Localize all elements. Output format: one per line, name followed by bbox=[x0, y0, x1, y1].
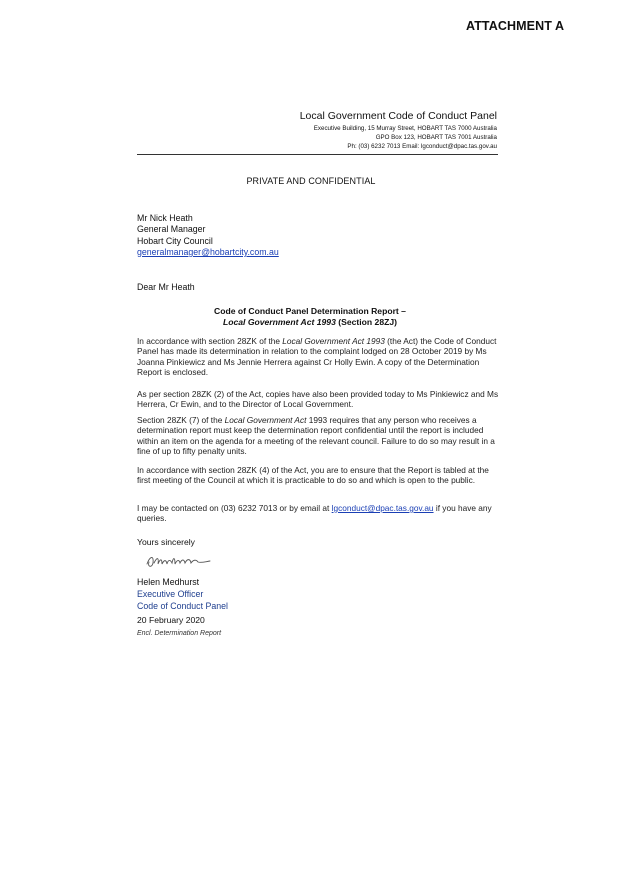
letterhead-divider bbox=[137, 154, 498, 155]
classification-heading: PRIVATE AND CONFIDENTIAL bbox=[246, 176, 376, 186]
subject-section: (Section 28ZJ) bbox=[335, 317, 397, 327]
signatory-position: Executive Officer bbox=[137, 589, 204, 599]
attachment-label: ATTACHMENT A bbox=[466, 19, 565, 33]
letter-date: 20 February 2020 bbox=[137, 615, 205, 625]
subject-act: Local Government Act 1993 bbox=[222, 317, 336, 327]
p5-text-a: I may be contacted on (03) 6232 7013 or by email at bbox=[137, 503, 332, 513]
signatory-name: Helen Medhurst bbox=[137, 577, 200, 587]
paragraph-4 bbox=[137, 465, 499, 486]
letterhead-contact-line: Ph: (03) 6232 7013 Email: lgconduct@dpac.tas.gov.au bbox=[347, 143, 497, 150]
signatory-unit: Code of Conduct Panel bbox=[137, 601, 228, 611]
closing: Yours sincerely bbox=[137, 537, 195, 547]
p3-text-a: Section 28ZK (7) of the bbox=[137, 415, 225, 425]
recipient-name: Mr Nick Heath bbox=[137, 213, 193, 223]
paragraph-5 bbox=[137, 503, 499, 524]
recipient-address-block bbox=[137, 213, 279, 258]
subject-line1: Code of Conduct Panel Determination Report – bbox=[214, 306, 406, 316]
p2-text: As per section 28ZK (2) of the Act, copies have also been provided today to Ms Pinkiewicz and Ms Herrera, Cr Ewin, and to the Director of Local Government. bbox=[137, 389, 499, 410]
p5-text-b: if you have any queries. bbox=[137, 503, 492, 524]
letterhead-address-line2: GPO Box 123, HOBART TAS 7001 Australia bbox=[375, 134, 497, 141]
paragraph-3 bbox=[137, 415, 499, 456]
p3-text-b: 1993 requires that any person who receives a determination report must keep the determination report confidential until the report is included within an item on the agenda for a meeting of the relevant council. Failure to do so may result in a fine of up to fifty penalty units. bbox=[137, 415, 495, 456]
p3-act: Local Government Act bbox=[224, 415, 307, 425]
letterhead-address-line1: Executive Building, 15 Murray Street, HOBART TAS 7000 Australia bbox=[313, 125, 497, 132]
recipient-email-link[interactable]: generalmanager@hobartcity.com.au bbox=[137, 246, 279, 257]
enclosure-note: Encl. Determination Report bbox=[137, 630, 222, 637]
contact-email-link[interactable]: lgconduct@dpac.tas.gov.au bbox=[331, 503, 434, 513]
subject-heading bbox=[0, 306, 620, 328]
p1-text-b: (the Act) the Code of Conduct Panel has made its determination in relation to the complaint lodged on 28 October 2019 by Ms Joanna Pinkiewicz and Ms Jennie Herrera against Cr Holly Ewin. A copy of the Determination Report is enclosed. bbox=[137, 336, 497, 377]
recipient-title: General Manager bbox=[137, 224, 206, 235]
p4-text: In accordance with section 28ZK (4) of the Act, you are to ensure that the Report is tabled at the first meeting of the Council at which it is practicable to do so and which is open to the public. bbox=[137, 465, 489, 486]
p1-text-a: In accordance with section 28ZK of the bbox=[137, 336, 283, 346]
paragraph-2 bbox=[137, 389, 499, 410]
recipient-organisation: Hobart City Council bbox=[137, 235, 213, 246]
p1-act: Local Government Act 1993 bbox=[282, 336, 385, 346]
salutation: Dear Mr Heath bbox=[137, 282, 195, 292]
paragraph-1 bbox=[137, 336, 499, 377]
handwritten-signature bbox=[144, 550, 214, 572]
letterhead-title: Local Government Code of Conduct Panel bbox=[299, 110, 497, 122]
